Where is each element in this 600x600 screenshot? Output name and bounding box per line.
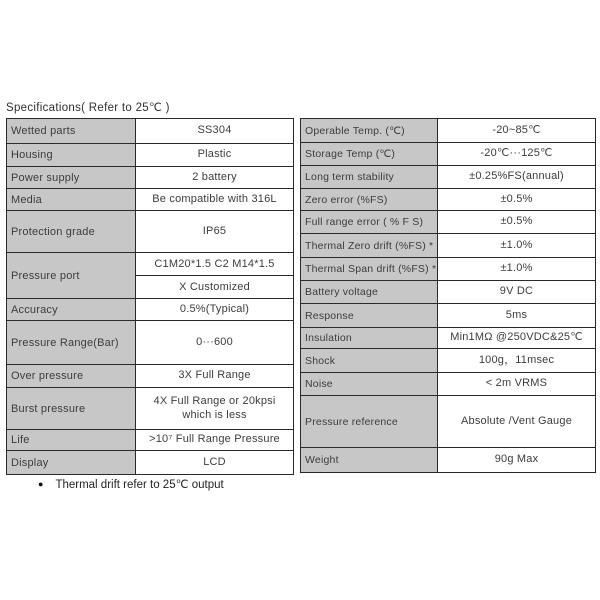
spec-row [7,119,293,144]
spec-row [301,281,595,304]
spec-value: 5ms [505,308,528,321]
spec-value: Absolute /Vent Gauge [460,414,573,427]
spec-value: ±0.5% [500,192,533,205]
spec-value: 0.5%(Typical) [179,302,250,315]
spec-value: ±0.25%FS(annual) [469,170,564,183]
spec-row [7,299,293,321]
spec-value: -20~85℃ [492,123,541,136]
spec-label: Power supply [7,167,136,188]
page-title: Specifications( Refer to 25℃ ) [6,102,170,114]
bullet-icon: ● [38,479,44,489]
spec-label: Full range error ( % F S) [301,211,438,233]
spec-label: Display [7,451,136,474]
spec-table-right [300,118,596,473]
spec-label: Response [301,304,438,327]
spec-value: LCD [203,455,226,468]
spec-label: Wetted parts [7,119,136,143]
spec-label: Burst pressure [7,388,136,429]
spec-label: Protection grade [7,211,136,252]
spec-label: Thermal Span drift (%FS) * [301,258,438,280]
spec-table-left [6,118,294,475]
spec-value: Min1MΩ @250VDC&25℃ [450,331,583,344]
spec-label: Shock [301,349,438,372]
spec-label: Over pressure [7,365,136,387]
spec-label: Pressure port [7,253,136,298]
spec-value: IP65 [202,224,227,237]
spec-value: 100g，11msec [478,353,555,366]
spec-label: Thermal Zero drift (%FS) * [301,234,438,257]
spec-label: Weight [301,448,438,472]
spec-row [301,448,595,472]
spec-row [7,167,293,189]
spec-label: Housing [7,144,136,166]
spec-label: Pressure reference [301,396,438,447]
spec-value: 90g Max [494,453,539,466]
spec-value: >10⁷ Full Range Pressure [149,433,280,446]
spec-label: Operable Temp. (℃) [301,119,438,142]
spec-label: Long term stability [301,166,438,188]
spec-label: Pressure Range(Bar) [7,321,136,364]
footnote [38,477,224,491]
spec-value: ±1.0% [500,262,533,275]
spec-value: ±1.0% [500,238,533,251]
spec-row [7,189,293,211]
spec-value: 3X Full Range [178,369,251,382]
spec-row [301,396,595,448]
spec-label: Accuracy [7,299,136,320]
spec-row [7,253,293,299]
spec-row [7,321,293,365]
spec-label: Storage Temp (℃) [301,143,438,165]
spec-row [7,451,293,474]
spec-row [301,211,595,234]
spec-row [301,328,595,349]
spec-value: < 2m VRMS [485,377,548,390]
spec-row [7,211,293,253]
spec-value: 4X Full Range or 20kpsi which is less [153,394,276,421]
spec-row [301,258,595,281]
spec-row [7,365,293,388]
spec-value-group [136,253,293,298]
spec-value: 0···600 [196,335,233,348]
spec-value: ±0.5% [500,215,533,228]
spec-row [7,144,293,167]
spec-value: Be compatible with 316L [152,192,277,205]
spec-row [301,234,595,258]
spec-label: Insulation [301,328,438,348]
spec-value: C1M20*1.5 C2 M14*1.5 [136,253,293,276]
spec-value: Plastic [197,148,232,161]
spec-row [301,349,595,373]
spec-value: 9V DC [499,285,534,298]
spec-value: -20℃···125℃ [480,147,553,160]
footnote-text: Thermal drift refer to 25℃ output [55,479,224,491]
spec-row [301,304,595,328]
spec-label: Noise [301,373,438,395]
spec-row [7,388,293,430]
spec-row [301,119,595,143]
spec-row [7,430,293,451]
spec-value: SS304 [197,124,232,137]
spec-row [301,143,595,166]
spec-label: Zero error (%FS) [301,189,438,210]
spec-value: X Customized [179,281,250,293]
spec-row [301,373,595,396]
spec-label: Media [7,189,136,210]
spec-row [301,189,595,211]
spec-label: Life [7,430,136,450]
spec-value: 2 battery [192,170,237,183]
spec-label: Battery voltage [301,281,438,303]
spec-row [301,166,595,189]
